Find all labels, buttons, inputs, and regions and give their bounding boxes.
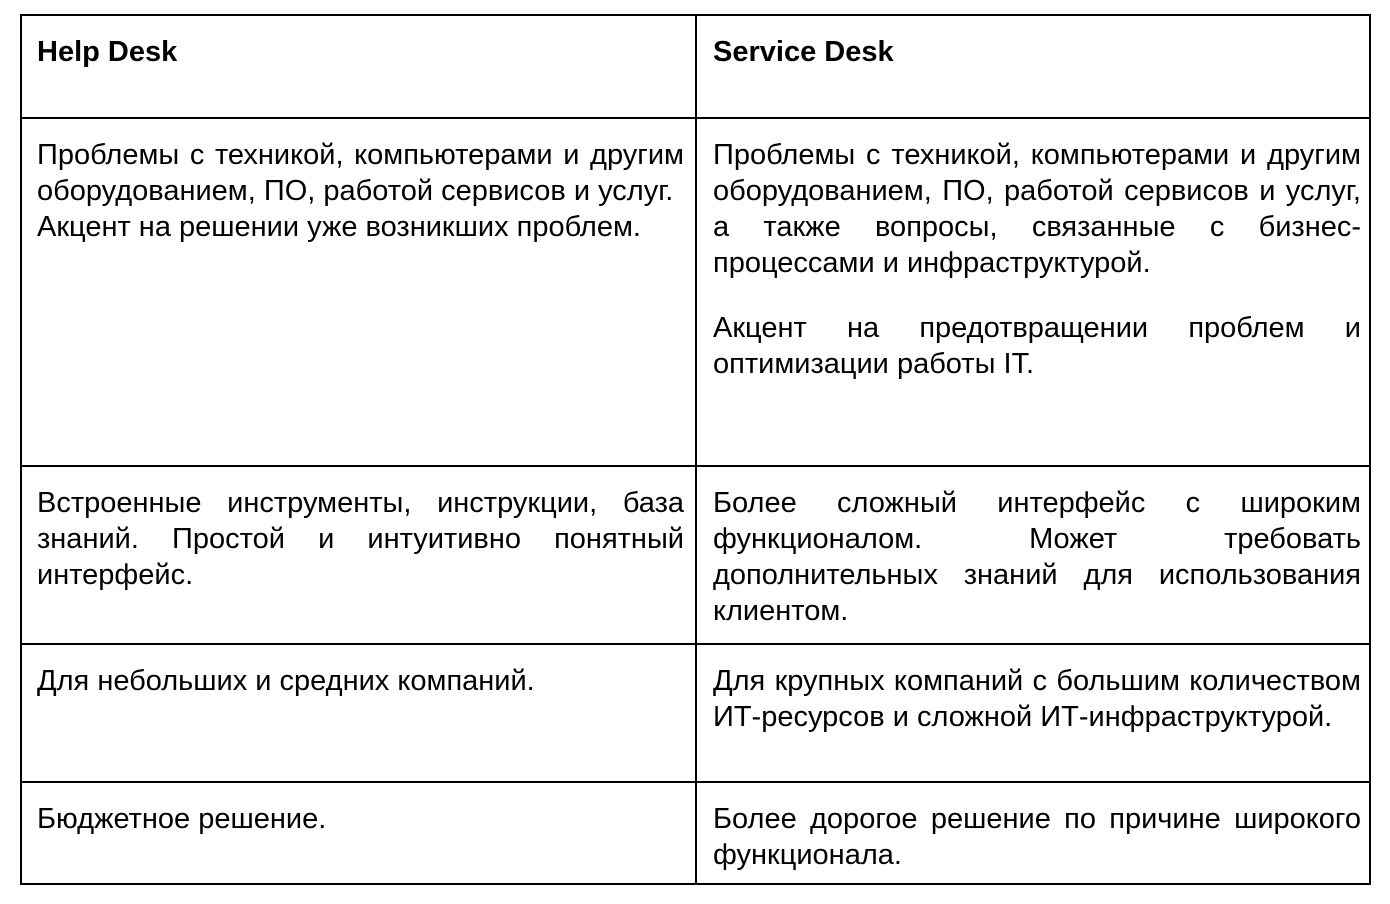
row-divider xyxy=(22,465,1369,467)
comparison-table xyxy=(20,14,1371,885)
table-cell-service-desk xyxy=(713,801,1361,873)
cell-paragraph: Бюджетное решение. xyxy=(37,803,327,835)
table-cell-help-desk xyxy=(37,137,684,245)
cell-paragraph: Проблемы с техникой, компьютерами и другим оборудованием, ПО, работой сервисов и услуг. xyxy=(37,139,684,207)
table-cell-help-desk xyxy=(37,485,684,593)
row-divider xyxy=(22,643,1369,645)
header-help-desk: Help Desk xyxy=(37,36,178,68)
table-cell-service-desk xyxy=(713,137,1361,382)
table-cell-service-desk xyxy=(713,485,1361,629)
table-cell-help-desk xyxy=(37,801,684,837)
table-cell-service-desk xyxy=(713,663,1361,735)
cell-paragraph: Для крупных компаний с большим количеством ИТ-ресурсов и сложной ИТ-инфраструктурой. xyxy=(713,665,1361,733)
cell-paragraph: Более сложный интерфейс с широким функционалом. Может требовать дополнительных знаний для использования клиентом. xyxy=(713,487,1361,627)
header-service-desk: Service Desk xyxy=(713,36,894,68)
cell-paragraph: Акцент на решении уже возникших проблем. xyxy=(37,211,641,243)
cell-paragraph: Для небольших и средних компаний. xyxy=(37,665,535,697)
table-cell-help-desk xyxy=(37,663,684,699)
row-divider xyxy=(22,781,1369,783)
row-divider xyxy=(22,117,1369,119)
cell-paragraph: Акцент на предотвращении проблем и оптимизации работы IT. xyxy=(713,312,1361,380)
cell-paragraph: Проблемы с техникой, компьютерами и другим оборудованием, ПО, работой сервисов и услуг, а также вопросы, связанные с бизнес-процессами и инфраструктурой. xyxy=(713,139,1361,279)
cell-paragraph: Встроенные инструменты, инструкции, база знаний. Простой и интуитивно понятный интерфейс. xyxy=(37,487,684,591)
cell-paragraph: Более дорогое решение по причине широкого функционала. xyxy=(713,803,1361,871)
column-divider xyxy=(695,16,697,883)
